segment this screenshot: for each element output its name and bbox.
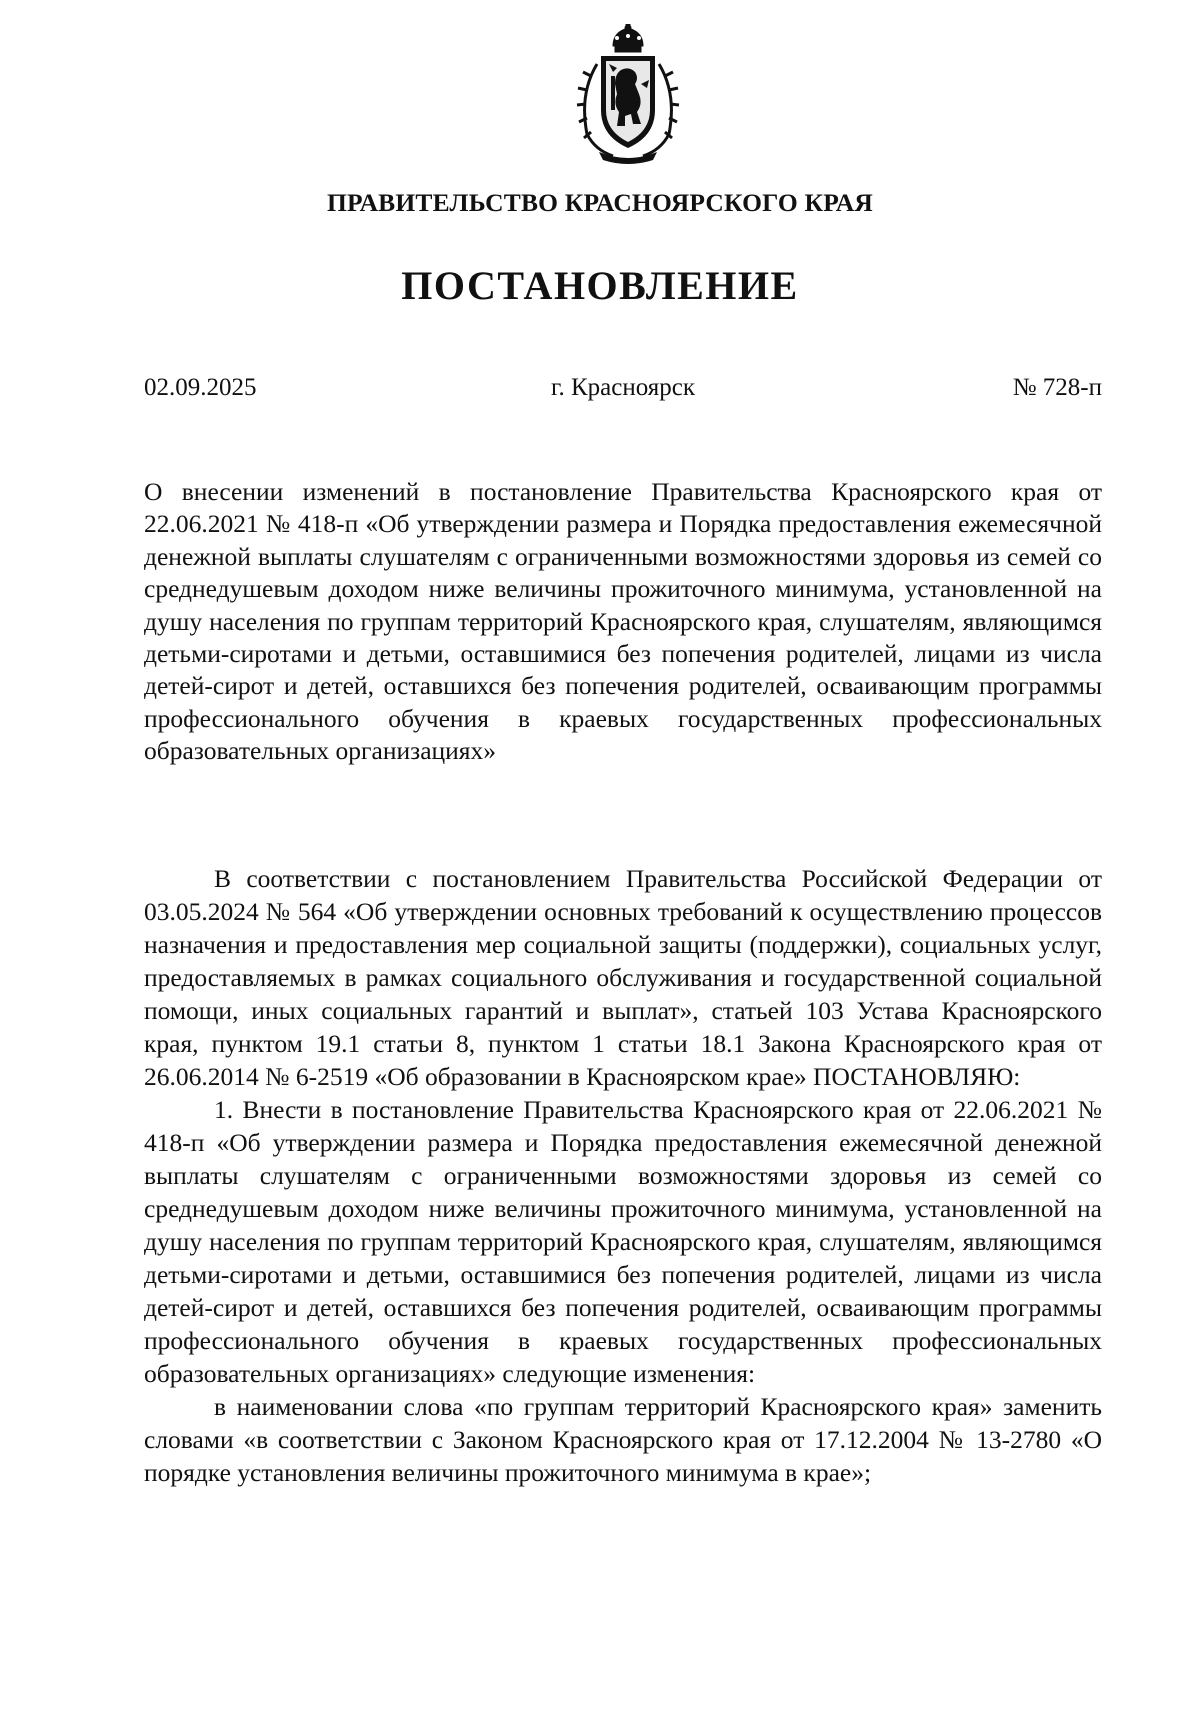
preamble-paragraph: В соответствии с постановлением Правительства Российской Федерации от 03.05.2024 № 564 «Об утверждении основных требований к осуществлению процессов назначения и предоставления мер социальной защиты (поддержки), социальных услуг, предоставляемых в рамках социального обслуживания и государственной социальной помощи, иных социальных гарантий и выплат», статьей 103 Устава Красноярского края, пунктом 19.1 статьи 8, пунктом 1 статьи 18.1 Закона Красноярского края от 26.06.2014 № 6-2519 «Об образовании в Красноярском крае» ПОСТАНОВЛЯЮ: bbox=[144, 864, 1102, 1091]
authority-title: ПРАВИТЕЛЬСТВО КРАСНОЯРСКОГО КРАЯ bbox=[327, 188, 873, 217]
document-number: № 728-п bbox=[1012, 374, 1102, 401]
item-1-paragraph: 1. Внести в постановление Правительства Красноярского края от 22.06.2021 № 418-п «Об утверждении размера и Порядка предоставления ежемесячной денежной выплаты слушателям с ограниченными возможностями здоровья из семей со среднедушевым доходом ниже величины прожиточного минимума, установленной на душу населения по группам территорий Красноярского края, слушателям, являющимся детьми-сиротами и детьми, оставшимися без попечения родителей, лицами из числа детей-сирот и детей, оставшихся без попечения родителей, осваивающим программы профессионального обучения в краевых государственных профессиональных образовательных организациях» следующие изменения: bbox=[144, 1095, 1102, 1388]
item-1-subparagraph: в наименовании слова «по группам территорий Красноярского края» заменить словами «в соответствии с Законом Красноярского края от 17.12.2004 № 13-2780 «О порядке установления величины прожиточного минимума в крае»; bbox=[144, 1392, 1102, 1487]
krasnoyarsk-coat-of-arms-icon bbox=[569, 24, 687, 164]
document-subject: О внесении изменений в постановление Правительства Красноярского края от 22.06.2021 № 418-п «Об утверждении размера и Порядка предоставления ежемесячной денежной выплаты слушателям с ограниченными возможностями здоровья из семей со среднедушевым доходом ниже величины прожиточного минимума, установленной на душу населения по группам территорий Красноярского края, слушателям, являющимся детьми-сиротами и детьми, оставшимися без попечения родителей, лицами из числа детей-сирот и детей, оставшихся без попечения родителей, осваивающим программы профессионального обучения в краевых государственных профессиональных образовательных организациях» bbox=[144, 477, 1102, 766]
document-meta bbox=[144, 374, 1102, 410]
document-type: ПОСТАНОВЛЕНИЕ bbox=[401, 263, 799, 308]
document-date: 02.09.2025 bbox=[144, 374, 257, 401]
document-body bbox=[144, 862, 1102, 1489]
document-city: г. Красноярск bbox=[551, 374, 695, 401]
